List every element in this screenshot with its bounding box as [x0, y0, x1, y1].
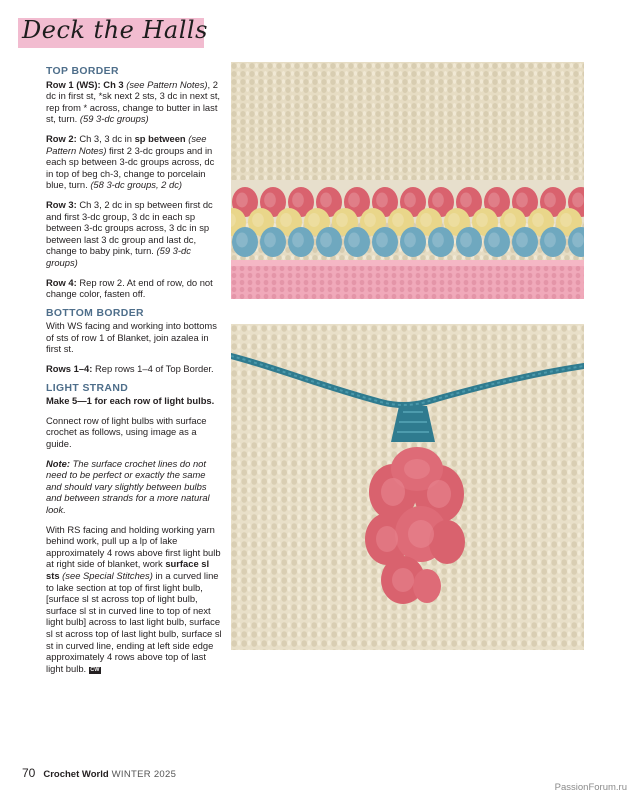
stitch-highlight — [448, 213, 460, 227]
stitch-highlight — [348, 193, 360, 208]
top-border-row-3 — [46, 199, 222, 269]
stitch-count: (58 3-dc groups, 2 dc) — [90, 179, 183, 191]
stitch-highlight — [420, 213, 432, 227]
page-number: 70 — [22, 766, 36, 780]
baby-pink-row — [231, 262, 584, 299]
bottom-border-rows — [46, 363, 222, 375]
row-text-italic: (see Pattern Notes) — [123, 78, 208, 90]
row-text: Ch 3, 3 dc in — [76, 132, 135, 144]
make-instruction: Make 5—1 for each row of light bulbs. — [46, 395, 215, 407]
stitch-highlight — [572, 233, 584, 248]
stitch-highlight — [560, 213, 572, 227]
row-label: Row 4: — [46, 276, 77, 288]
page-footer — [22, 766, 176, 780]
magazine-name: Crochet World — [43, 769, 109, 780]
stitch-highlight — [376, 193, 388, 208]
bottom-border-intro: With WS facing and working into bottoms of sts of row 1 of Blanket, join azalea in first st. — [46, 320, 217, 355]
stitch-highlight — [280, 213, 292, 227]
row-text-bold: sp between — [134, 132, 186, 144]
stitch-count: (59 3-dc groups) — [79, 113, 149, 125]
body-text-bold: surface sl sts — [46, 558, 210, 581]
top-border-row-4 — [46, 277, 222, 300]
light-strand-note — [46, 458, 222, 516]
stitch-highlight — [292, 193, 304, 208]
stitch-highlight — [336, 213, 348, 227]
end-mark-icon: CW — [90, 666, 100, 673]
stitch-highlight — [544, 233, 556, 248]
stitch-highlight — [392, 213, 404, 227]
row-label: Rows 1–4: — [46, 363, 93, 375]
top-border-row-2 — [46, 133, 222, 191]
stitch-highlight — [460, 193, 472, 208]
bottom-border-heading: BOTTOM BORDER — [46, 307, 144, 319]
stitch-highlight — [544, 193, 556, 208]
issue-label: WINTER 2025 — [111, 769, 177, 780]
row-text-italic: (see Pattern Notes) — [46, 132, 207, 156]
row-text: Rep row 2. At end of row, do not change color, fasten off. — [46, 276, 213, 300]
stitch-highlight — [404, 193, 416, 208]
top-border-row-1 — [46, 79, 222, 125]
body-text: in a curved line to lake section at top of first light bulb, [surface sl st across top of light bulb, surface sl st in curved line to top of next light bulb] across to last light bulb, surface sl st across top of last light bulb, surface sl st in curved line, ending at left side edge approximately 4 rows above top of last light bulb. — [46, 569, 222, 674]
border-photo — [231, 62, 584, 299]
stitch-highlight — [348, 233, 360, 248]
stitch-highlight — [236, 193, 248, 208]
stitch-highlight — [320, 193, 332, 208]
stitch-highlight — [504, 213, 516, 227]
row-label: Row 3: — [46, 198, 77, 210]
page-title: Deck the Halls — [22, 16, 208, 44]
note-label: Note: — [46, 457, 70, 469]
light-bulb-photo — [231, 324, 584, 650]
stitch-highlight — [572, 193, 584, 208]
note-text: The surface crochet lines do not need to be perfect or exactly the same and should vary slightly between bulbs and between strands for a more natural look. — [46, 457, 210, 515]
row-label: Row 2: — [46, 132, 77, 144]
stitch-highlight — [488, 233, 500, 248]
row-text: , 2 dc in first st, *sk next 2 sts, 3 dc in next st, rep from * across, change to butter in last st, turn. — [46, 78, 221, 125]
stitch-highlight — [376, 233, 388, 248]
stitch-highlight — [516, 233, 528, 248]
body-text-italic: (see Special Stitches) — [59, 569, 153, 581]
light-strand-heading: LIGHT STRAND — [46, 382, 129, 394]
stitch-highlight — [432, 233, 444, 248]
stitch-highlight — [308, 213, 320, 227]
top-border-heading: TOP BORDER — [46, 66, 119, 77]
row-text: first 2 3-dc groups and in each sp between 3-dc groups across, dc in top of beg ch-3, change to porcelain blue, turn. — [46, 144, 215, 191]
stitch-highlight — [532, 213, 544, 227]
row-text: Ch 3, 2 dc in sp between first dc and first 3-dc group, 3 dc in each sp between 3-dc groups across, 3 dc in sp between last 3 dc group and last dc, change to baby pink, turn. — [46, 198, 213, 257]
stitch-highlight — [292, 233, 304, 248]
row-label: Row 1 (WS): — [46, 78, 101, 90]
stitch-highlight — [432, 193, 444, 208]
stitch-highlight — [320, 233, 332, 248]
stitch-highlight — [264, 233, 276, 248]
body-text: With RS facing and holding working yarn behind work, pull up a lp of lake approximately 4 rows above first light bulb at right side of blanket, work — [46, 523, 221, 570]
stitch-highlight — [460, 233, 472, 248]
stitch-highlight — [252, 213, 264, 227]
light-strand-make — [46, 395, 222, 407]
stitch-highlight — [236, 233, 248, 248]
stitch-highlight — [364, 213, 376, 227]
stitch-highlight — [516, 193, 528, 208]
stitch-highlight — [404, 233, 416, 248]
stitch-highlight — [264, 193, 276, 208]
watermark: PassionForum.ru — [554, 782, 627, 793]
row-text: Rep rows 1–4 of Top Border. — [92, 363, 214, 375]
light-strand-body — [46, 524, 222, 675]
stitch-count: (59 3-dc groups) — [46, 245, 191, 268]
row-text-bold: Ch 3 — [103, 78, 124, 90]
pattern-text-column — [46, 66, 222, 682]
light-strand-connect: Connect row of light bulbs with surface crochet as follows, using image as a guide. — [46, 414, 207, 450]
stitch-highlight — [488, 193, 500, 208]
stitch-highlight — [476, 213, 488, 227]
